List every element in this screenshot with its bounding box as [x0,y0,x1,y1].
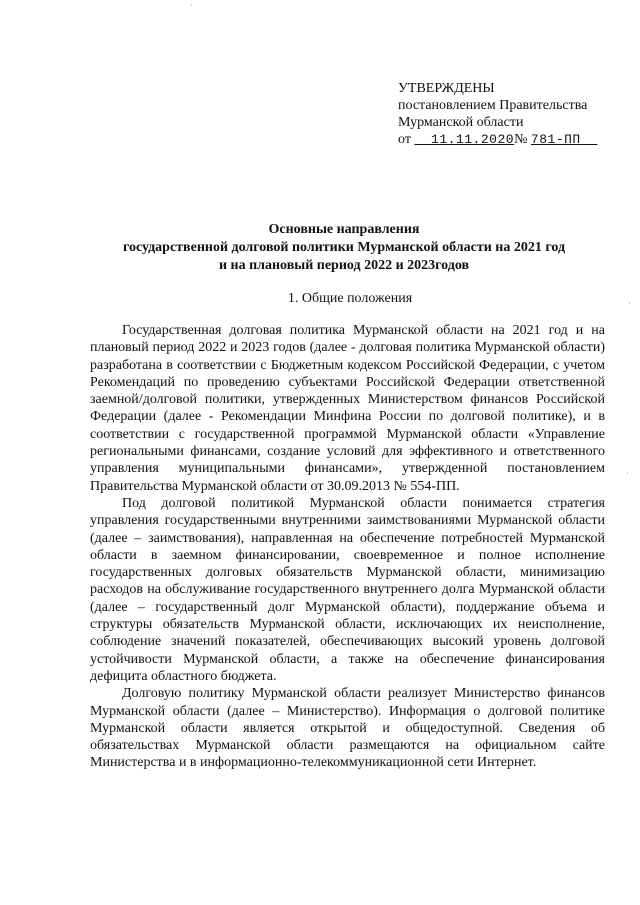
scan-speck: · [626,468,629,478]
document-title [80,221,608,275]
approval-line-1: постановлением Правительства [398,98,588,113]
number-sign: № [514,132,528,147]
section-heading: 1. Общие положения [287,291,413,306]
title-line-3: и на плановый период 2022 и 2023годов [218,258,470,273]
approval-stamp [398,80,628,148]
approval-heading: УТВЕРЖДЕНЫ [398,81,495,96]
approval-date: 11.11.2020 [431,132,515,147]
approval-number: 781-ПП [530,132,581,147]
scan-speck: · [190,0,193,10]
approval-line-2: Мурманской области [398,115,524,130]
title-line-1: Основные направления [268,222,420,237]
scan-speck: · [628,298,631,308]
document-body [90,322,605,772]
paragraph: Под долговой политикой Мурманской области понимается стратегия управления государственными внутренними заимствованиями Мурманской области (далее – заимствования), направленная на обеспечение потребностей Мурманской области в заемном финансировании, своевременное и полное исполнение государственных долговых обязательств Мурманской области, минимизацию расходов на обслуживание государственного внутреннего долга Мурманской области (далее – государственный долг Мурманской области), поддержание объема и структуры обязательств Мурманской области, исключающих их неисполнение, соблюдение значений показателей, обеспечивающих высокий уровень долговой устойчивости Мурманской области, а также на обеспечение финансирования дефицита областного бюджета. [90,495,605,684]
paragraph: Долговую политику Мурманской области реализует Министерство финансов Мурманской области (далее – Министерство). Информация о долговой политике Мурманской области является открытой и общедоступной. Сведения об обязательствах Мурманской области размещаются на официальном сайте Министерства и в информационно-телекоммуникационной сети Интернет. [90,686,605,771]
title-line-2: государственной долговой политики Мурманской области на 2021 год [122,240,566,255]
paragraph: Государственная долговая политика Мурманской области на 2021 год и на плановый период 2022 и 2023 годов (далее - долговая политика Мурманской области) разработана в соответствии с Бюджетным кодексом Российской Федерации, с учетом Рекомендаций по проведению субъектами Российской Федерации ответственной заемной/долговой политики, утвержденных Министерством финансов Российской Федерации (далее - Рекомендации Минфина России по долговой политике), и в соответствии с государственной программой Мурманской области «Управление региональными финансами, создание условий для эффективного и ответственного управления муниципальными финансами», утвержденной постановлением Правительства Мурманской области от 30.09.2013 № 554-ПП. [90,323,605,494]
approval-date-line [398,131,628,148]
date-prefix: от [398,132,411,147]
